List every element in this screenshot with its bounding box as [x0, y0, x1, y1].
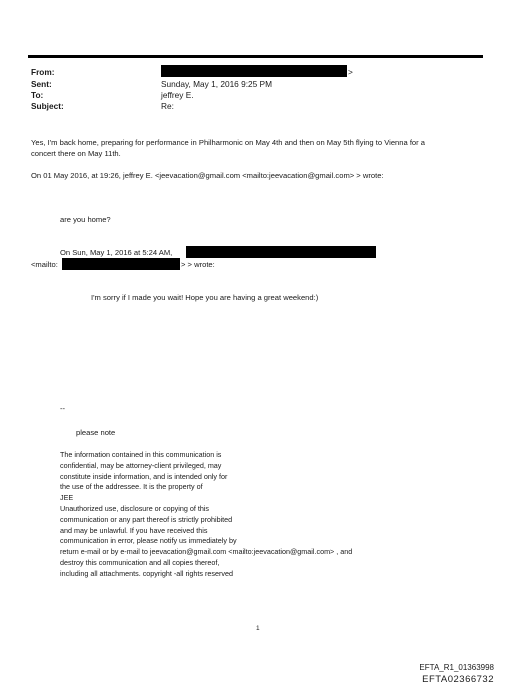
sender-redaction	[186, 246, 376, 258]
disclaimer-line: JEE	[60, 493, 74, 503]
disclaimer-line: return e-mail or by e-mail to jeevacation@gmail.com <mailto:jeevacation@gmail.com> , and	[60, 547, 353, 557]
please-note: please note	[76, 428, 116, 437]
disclaimer-line: the use of the addressee. It is the property of	[60, 482, 203, 492]
reply-line-1: Yes, I'm back home, preparing for performance in Philharmonic on May 4th and then on May 5th flying to Vienna for a	[31, 138, 426, 147]
bates-number-1: EFTA_R1_01363998	[419, 663, 494, 672]
mailto-prefix: <mailto:	[31, 260, 58, 269]
disclaimer-line: Unauthorized use, disclosure or copying of this	[60, 503, 210, 513]
reply-line-2: concert there on May 11th.	[31, 149, 121, 158]
quote-intro: On 01 May 2016, at 19:26, jeffrey E. <jeevacation@gmail.com <mailto:jeevacation@gmail.com> > wrote:	[31, 171, 384, 180]
apology-text: I'm sorry if I made you wait! Hope you are having a great weekend:)	[91, 293, 319, 302]
disclaimer-line: confidential, may be attorney-client privileged, may	[60, 460, 222, 470]
page-number: 1	[256, 625, 260, 632]
disclaimer-line: including all attachments. copyright -all rights reserved	[60, 568, 233, 578]
disclaimer-block	[60, 450, 352, 580]
question-text: are you home?	[60, 215, 111, 224]
disclaimer-line: and may be unlawful. If you have received this	[60, 525, 208, 535]
disclaimer-line: communication or any part thereof is strictly prohibited	[60, 514, 233, 524]
bates-number-2: EFTA02366732	[422, 674, 494, 685]
to-label: To:	[31, 90, 44, 100]
disclaimer-line: The information contained in this communication is	[60, 450, 222, 459]
sent-value: Sunday, May 1, 2016 9:25 PM	[161, 79, 272, 89]
to-value: jeffrey E.	[161, 90, 194, 100]
header-rule	[28, 55, 483, 58]
quote2-intro: On Sun, May 1, 2016 at 5:24 AM,	[60, 248, 173, 257]
disclaimer-line: constitute inside information, and is intended only for	[60, 471, 228, 481]
mailto-redaction	[62, 258, 180, 270]
mailto-suffix: > > wrote:	[181, 260, 215, 269]
from-suffix: >	[348, 67, 353, 77]
subject-label: Subject:	[31, 101, 64, 111]
subject-value: Re:	[161, 101, 174, 111]
disclaimer-line: destroy this communication and all copies thereof,	[60, 557, 220, 567]
disclaimer-line: communication in error, please notify us immediately by	[60, 536, 237, 546]
from-label: From:	[31, 67, 55, 77]
sent-label: Sent:	[31, 79, 52, 89]
signature-dash: --	[60, 404, 66, 413]
from-redaction	[161, 65, 347, 77]
